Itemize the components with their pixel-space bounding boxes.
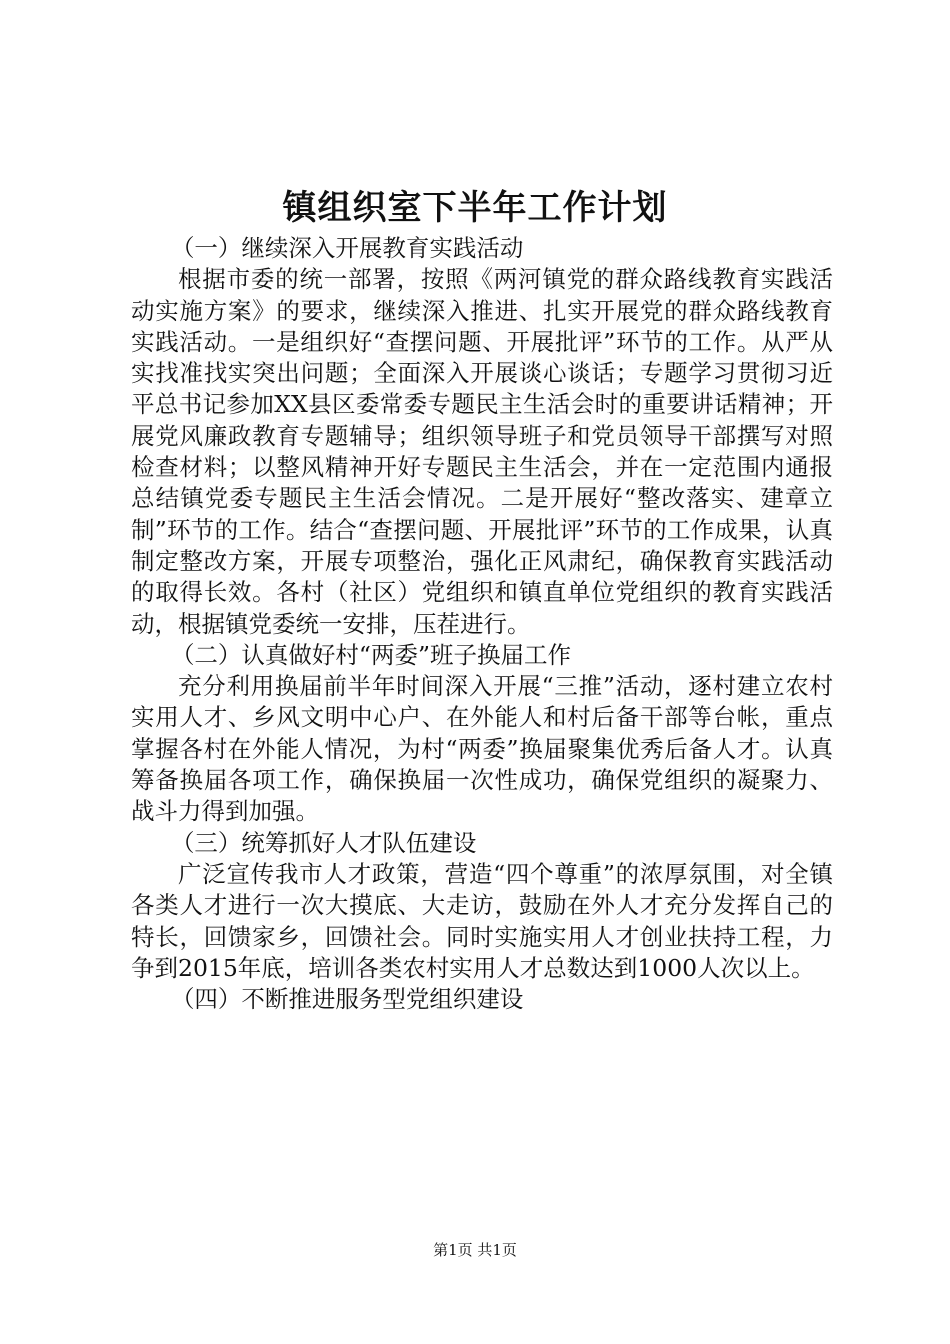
section-heading-4: （四）不断推进服务型党组织建设 [170,985,524,1014]
document-title: 镇组织室下半年工作计划 [282,188,668,228]
section-paragraph-3: 广泛宣传我市人才政策，营造“四个尊重”的浓厚氛围，对全镇各类人才进行一次大摸底、大走访，鼓励在外人才充分发挥自己的特长，回馈家乡，回馈社会。同时实施实用人才创业扶持工程，力争到2015年底，培训各类农村实用人才总数达到1000人次以上。 [131,859,833,982]
section-heading-1: （一）继续深入开展教育实践活动 [170,234,524,262]
section-heading-3: （三）统筹抓好人才队伍建设 [170,828,477,857]
section-paragraph-2: 充分利用换届前半年时间深入开展“三推”活动，逐村建立农村实用人才、乡风文明中心户、在外能人和村后备干部等台帐，重点掌握各村在外能人情况，为村“两委”换届聚集优秀后备人才。认真筹备换届各项工作，确保换届一次性成功，确保党组织的凝聚力、战斗力得到加强。 [131,672,833,826]
section-heading-2: （二）认真做好村“两委”班子换届工作 [170,640,571,669]
section-paragraph-1: 根据市委的统一部署，按照《两河镇党的群众路线教育实践活动实施方案》的要求，继续深入推进、扎实开展党的群众路线教育实践活动。一是组织好“查摆问题、开展批评”环节的工作。从严从实找准找实突出问题；全面深入开展谈心谈话；专题学习贯彻习近平总书记参加XX县区委常委专题民主生活会时的重要讲话精神；开展党风廉政教育专题辅导；组织领导班子和党员领导干部撰写对照检查材料；以整风精神开好专题民主生活会，并在一定范围内通报总结镇党委专题民主生活会情况。二是开展好“整改落实、建章立制”环节的工作。结合“查摆问题、开展批评”环节的工作成果，认真制定整改方案，开展专项整治，强化正风肃纪，确保教育实践活动的取得长效。各村（社区）党组织和镇直单位党组织的教育实践活动，根据镇党委统一安排，压茬进行。 [131,265,833,638]
page-footer: 第1页 共1页 [433,1241,517,1259]
document-body [131,233,833,1015]
